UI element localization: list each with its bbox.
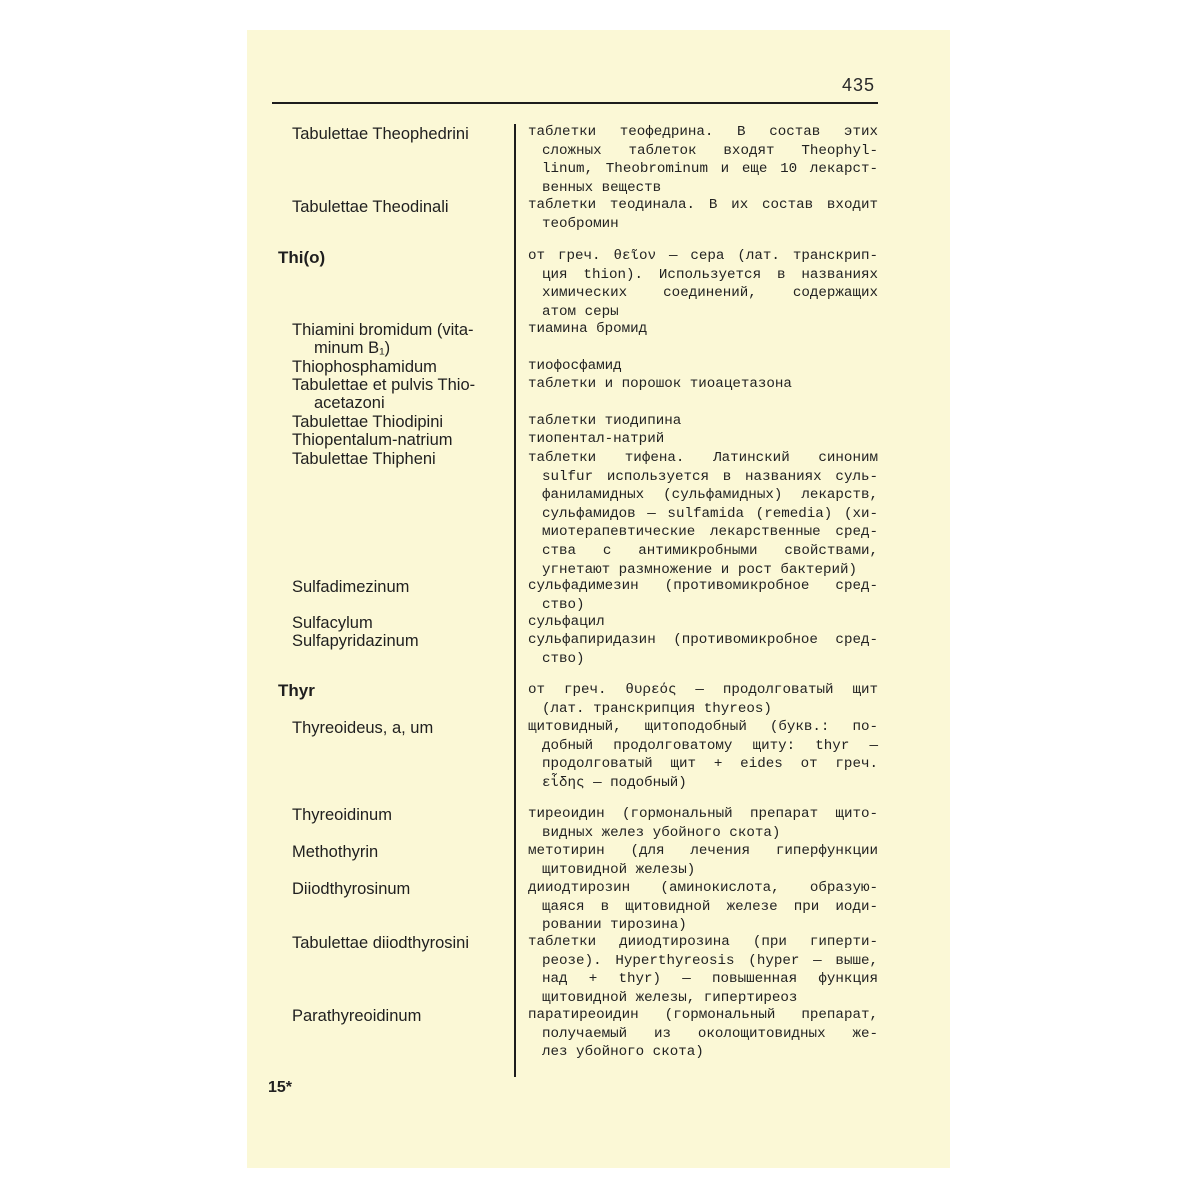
- entry-definition: [528, 412, 878, 431]
- definition-line: sulfur используется в названиях суль-: [542, 468, 878, 485]
- entry-definition: [528, 247, 878, 321]
- definition-line: сульфапиридазин (противомикробное сред-: [528, 632, 878, 648]
- entry-definition: [528, 430, 878, 449]
- entry-definition: [528, 805, 878, 842]
- entry-term: Tabulettae et pulvis Thio-: [292, 376, 476, 394]
- definition-line: тиреоидин (гормональный препарат щито-: [528, 806, 878, 822]
- entry-term: Thyreoideus, a, um: [292, 719, 434, 737]
- definition-line: теобромин: [542, 215, 619, 232]
- entry-definition: [528, 631, 878, 668]
- entry-term: Tabulettae Theodinali: [292, 198, 449, 216]
- definition-line: щаяся в щитовидной железе при иоди-: [542, 898, 878, 915]
- entry-definition: [528, 1006, 878, 1062]
- definition-line: дииодтирозин (аминокислота, образую-: [528, 880, 878, 896]
- entry-definition: [528, 681, 878, 718]
- definition-line: от греч. θεῖον — сера (лат. транскрип-: [528, 248, 878, 264]
- entry-definition: [528, 933, 878, 1007]
- definition-line: щитовидной железы, гипертиреоз: [542, 989, 798, 1006]
- definition-line: атом серы: [542, 303, 619, 320]
- header-rule: [272, 102, 878, 104]
- page-number: 435: [842, 75, 876, 95]
- definition-line: паратиреоидин (гормональный препарат,: [528, 1007, 878, 1023]
- definition-line: продолговатый щит + eides от греч.: [542, 756, 878, 773]
- entry-definition: [528, 357, 878, 376]
- entry-term: Methothyrin: [292, 843, 379, 861]
- entry-term: Tabulettae Theophedrini: [292, 125, 469, 143]
- entry-term: Thyreoidinum: [292, 806, 392, 824]
- entry-term: Tabulettae diiodthyrosini: [292, 934, 470, 952]
- definition-line: химических соединений, содержащих: [542, 285, 878, 302]
- entry-term: Thiophosphamidum: [292, 358, 437, 376]
- definition-line: добный продолговатому щиту: thyr —: [542, 737, 878, 754]
- definition-line: тиофосфамид: [528, 358, 622, 374]
- definition-line: над + thyr) — повышенная функция: [542, 971, 878, 988]
- entry-term-root: Thyr: [278, 681, 315, 700]
- entry-term: Parathyreoidinum: [292, 1007, 422, 1025]
- entry-term: Thiamini bromidum (vita-: [292, 321, 474, 339]
- definition-line: миотерапевтические лекарственные сред-: [542, 524, 878, 541]
- definition-line: linum, Theobrominum и еще 10 лекарст-: [542, 161, 878, 178]
- entry-definition: [528, 320, 878, 339]
- definition-line: получаемый из околощитовидных же-: [542, 1025, 878, 1042]
- definition-line: щитовидный, щитоподобный (букв.: по-: [528, 719, 878, 735]
- definition-line: таблетки теодинала. В их состав входит: [528, 197, 878, 213]
- definition-line: сульфадимезин (противомикробное сред-: [528, 578, 878, 594]
- definition-line: угнетают размножение и рост бактерий): [542, 561, 858, 578]
- column-divider: [514, 124, 516, 1077]
- definition-line: таблетки теофедрина. В состав этих: [528, 124, 878, 140]
- signature-mark: 15*: [268, 1079, 293, 1096]
- entry-definition: [528, 449, 878, 579]
- definition-line: ция thion). Используется в названиях: [542, 266, 878, 283]
- definition-line: от греч. θυρεός — продолговатый щит: [528, 682, 878, 698]
- definition-line: тиопентал-натрий: [528, 431, 665, 447]
- definition-line: ровании тирозина): [542, 917, 687, 934]
- definition-line: сульфацил: [528, 614, 605, 630]
- definition-line: ство): [542, 596, 585, 613]
- definition-line: сложных таблеток входят Theophyl-: [542, 142, 878, 159]
- entry-term: Tabulettae Thipheni: [292, 450, 436, 468]
- definition-line: реозе). Hyperthyreosis (hyper — выше,: [542, 952, 878, 969]
- definition-line: ство): [542, 650, 585, 667]
- definition-line: (лат. транскрипция thyreos): [542, 700, 772, 717]
- entry-term-continuation: minum B₁): [314, 339, 391, 357]
- definition-line: εἶδης — подобный): [542, 774, 687, 791]
- entry-definition: [528, 375, 878, 394]
- definition-line: фаниламидных (сульфамидных) лекарств,: [542, 487, 878, 504]
- entry-definition: [528, 196, 878, 233]
- entry-term: Thiopentalum-natrium: [292, 431, 453, 449]
- entry-term-continuation: acetazoni: [314, 394, 385, 412]
- entry-term: Diiodthyrosinum: [292, 880, 411, 898]
- entry-definition: [528, 718, 878, 792]
- definition-line: таблетки тифена. Латинский синоним: [528, 450, 878, 466]
- definition-line: венных веществ: [542, 179, 662, 196]
- entry-definition: [528, 577, 878, 614]
- entry-term: Sulfapyridazinum: [292, 632, 419, 650]
- entry-term: Sulfadimezinum: [292, 578, 410, 596]
- definition-line: таблетки тиодипина: [528, 413, 682, 429]
- definition-line: таблетки дииодтирозина (при гиперти-: [528, 934, 878, 950]
- definition-line: щитовидной железы): [542, 861, 696, 878]
- definition-line: видных желез убойного скота): [542, 824, 781, 841]
- definition-line: ства с антимикробными свойствами,: [542, 542, 878, 559]
- definition-line: лез убойного скота): [542, 1044, 704, 1061]
- entry-term-root: Thi(o): [278, 248, 326, 267]
- entry-definition: [528, 879, 878, 935]
- definition-line: тиамина бромид: [528, 321, 648, 337]
- entry-definition: [528, 842, 878, 879]
- definition-line: таблетки и порошок тиоацетазона: [528, 376, 792, 392]
- definition-line: сульфамидов — sulfamida (remedia) (хи-: [542, 505, 878, 522]
- definition-line: метотирин (для лечения гиперфункции: [528, 843, 878, 859]
- entry-definition: [528, 123, 878, 197]
- entry-definition: [528, 613, 878, 632]
- entry-term: Tabulettae Thiodipini: [292, 413, 444, 431]
- entry-term: Sulfacylum: [292, 614, 373, 632]
